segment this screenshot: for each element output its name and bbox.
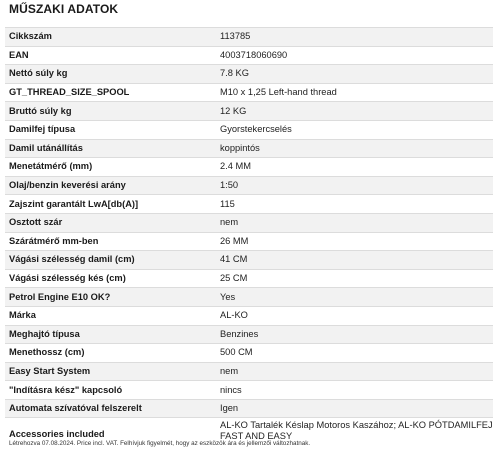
table-row bbox=[5, 288, 493, 307]
spec-value: 26 MM bbox=[216, 232, 493, 251]
spec-label: Accessories included bbox=[5, 418, 216, 451]
spec-label: Nettó súly kg bbox=[5, 65, 216, 84]
spec-label: Szárátmérő mm-ben bbox=[5, 232, 216, 251]
section-title: MŰSZAKI ADATOK bbox=[9, 2, 119, 16]
spec-label: Olaj/benzin keverési arány bbox=[5, 176, 216, 195]
table-row bbox=[5, 306, 493, 325]
spec-label: Menetátmérő (mm) bbox=[5, 158, 216, 177]
spec-value: koppintós bbox=[216, 139, 493, 158]
spec-value: AL-KO bbox=[216, 306, 493, 325]
table-row bbox=[5, 251, 493, 270]
spec-value: 7.8 KG bbox=[216, 65, 493, 84]
spec-value: 2.4 MM bbox=[216, 158, 493, 177]
spec-label: "Indításra kész" kapcsoló bbox=[5, 381, 216, 400]
spec-label: Vágási szélesség damil (cm) bbox=[5, 251, 216, 270]
table-row bbox=[5, 269, 493, 288]
spec-value: 115 bbox=[216, 195, 493, 214]
table-row bbox=[5, 399, 493, 418]
table-row bbox=[5, 28, 493, 47]
table-row bbox=[5, 381, 493, 400]
table-row bbox=[5, 325, 493, 344]
table-row bbox=[5, 362, 493, 381]
table-row bbox=[5, 120, 493, 139]
spec-label: Easy Start System bbox=[5, 362, 216, 381]
spec-value: Benzines bbox=[216, 325, 493, 344]
spec-value: AL-KO Tartalék Késlap Motoros Kaszához; AL-KO PÓTDAMILFEJ FAST AND EASY bbox=[216, 418, 493, 451]
table-row bbox=[5, 139, 493, 158]
spec-value: 12 KG bbox=[216, 102, 493, 121]
spec-label: Cikkszám bbox=[5, 28, 216, 47]
spec-value: M10 x 1,25 Left-hand thread bbox=[216, 83, 493, 102]
spec-label: Osztott szár bbox=[5, 213, 216, 232]
table-row bbox=[5, 176, 493, 195]
table-row bbox=[5, 102, 493, 121]
spec-value: 25 CM bbox=[216, 269, 493, 288]
table-row bbox=[5, 65, 493, 84]
spec-label: Damilfej típusa bbox=[5, 120, 216, 139]
spec-label: Zajszint garantált LwA[db(A)] bbox=[5, 195, 216, 214]
spec-label: Menethossz (cm) bbox=[5, 344, 216, 363]
spec-label: GT_THREAD_SIZE_SPOOL bbox=[5, 83, 216, 102]
table-row bbox=[5, 46, 493, 65]
spec-label: Márka bbox=[5, 306, 216, 325]
spec-value: 1:50 bbox=[216, 176, 493, 195]
spec-value: 500 CM bbox=[216, 344, 493, 363]
spec-label: Damil utánállítás bbox=[5, 139, 216, 158]
table-row bbox=[5, 232, 493, 251]
spec-label: Vágási szélesség kés (cm) bbox=[5, 269, 216, 288]
spec-label: Meghajtó típusa bbox=[5, 325, 216, 344]
spec-label: EAN bbox=[5, 46, 216, 65]
spec-table bbox=[5, 27, 493, 450]
spec-value: 113785 bbox=[216, 28, 493, 47]
table-row bbox=[5, 195, 493, 214]
table-row bbox=[5, 213, 493, 232]
table-row bbox=[5, 83, 493, 102]
table-row bbox=[5, 158, 493, 177]
spec-value: Gyorstekercselés bbox=[216, 120, 493, 139]
spec-value: 41 CM bbox=[216, 251, 493, 270]
spec-label: Petrol Engine E10 OK? bbox=[5, 288, 216, 307]
spec-value: nincs bbox=[216, 381, 493, 400]
spec-value: Igen bbox=[216, 399, 493, 418]
spec-value: nem bbox=[216, 362, 493, 381]
spec-label: Bruttó súly kg bbox=[5, 102, 216, 121]
spec-label: Automata szívatóval felszerelt bbox=[5, 399, 216, 418]
spec-value: Yes bbox=[216, 288, 493, 307]
spec-value: nem bbox=[216, 213, 493, 232]
table-row bbox=[5, 344, 493, 363]
spec-value: 4003718060690 bbox=[216, 46, 493, 65]
footer-note: Létrehozva 07.08.2024. Price incl. VAT. Felhívjuk figyelmét, hogy az eszközök ára és jellemzői változhatnak. bbox=[9, 440, 311, 447]
